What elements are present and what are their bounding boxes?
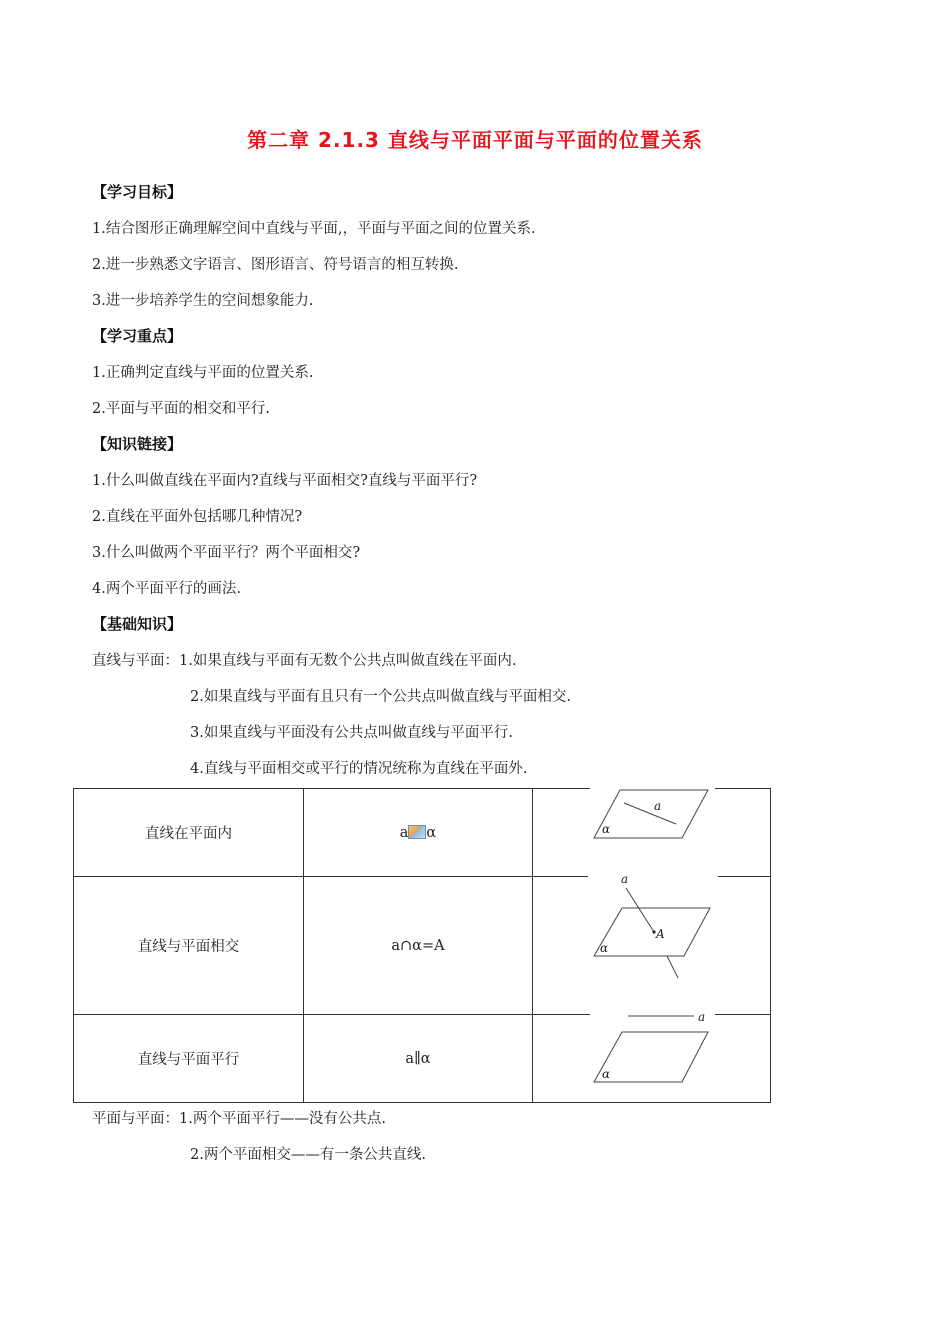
relation-name: 直线与平面平行: [74, 1015, 304, 1103]
page-title: 第二章 2.1.3 直线与平面平面与平面的位置关系: [247, 128, 703, 152]
relation-name: 直线与平面相交: [74, 877, 304, 1015]
line-plane-item: 3.如果直线与平面没有公共点叫做直线与平面平行.: [190, 725, 513, 741]
link-item: 2.直线在平面外包括哪几种情况?: [92, 509, 303, 525]
relation-symbol: a∥α: [304, 1015, 533, 1103]
key-point-item: 2.平面与平面的相交和平行.: [92, 401, 270, 417]
plane-label: α: [600, 941, 609, 955]
line-intersects-plane-figure: [588, 872, 718, 984]
plane-label: α: [602, 1067, 611, 1081]
goal-item: 1.结合图形正确理解空间中直线与平面,，平面与平面之间的位置关系.: [92, 221, 536, 237]
relation-name: 直线在平面内: [74, 789, 304, 877]
line-plane-item: 4.直线与平面相交或平行的情况统称为直线在平面外.: [190, 761, 528, 777]
subset-symbol-image: [408, 825, 426, 839]
line-label: a: [621, 872, 629, 886]
plane-plane-item: 1.两个平面平行——没有公共点.: [179, 1111, 386, 1127]
point-label: A: [656, 927, 665, 941]
link-item: 3.什么叫做两个平面平行？两个平面相交?: [92, 545, 361, 561]
line-parallel-plane-figure: [590, 1006, 715, 1086]
line-plane-row-1: [92, 649, 516, 670]
line-in-plane-figure: [590, 786, 715, 842]
line-plane-item: 1.如果直线与平面有无数个公共点叫做直线在平面内.: [179, 653, 517, 669]
line-label: a: [698, 1010, 706, 1024]
goals-heading: 【学习目标】: [92, 183, 183, 201]
plane-plane-item: 2.两个平面相交——有一条公共直线.: [190, 1147, 426, 1163]
basics-heading: 【基础知识】: [92, 615, 183, 633]
plane-plane-row-1: [92, 1107, 386, 1128]
plane-plane-label: 平面与平面：: [92, 1111, 179, 1127]
goal-item: 2.进一步熟悉文字语言、图形语言、符号语言的相互转换.: [92, 257, 459, 273]
link-item: 4.两个平面平行的画法.: [92, 581, 241, 597]
goal-item: 3.进一步培养学生的空间想象能力.: [92, 293, 314, 309]
key-point-item: 1.正确判定直线与平面的位置关系.: [92, 365, 314, 381]
relation-symbol: a∩α=A: [304, 877, 533, 1015]
key-points-heading: 【学习重点】: [92, 327, 183, 345]
plane-label: α: [602, 822, 611, 836]
relation-symbol: a α: [304, 789, 533, 877]
link-item: 1.什么叫做直线在平面内?直线与平面相交?直线与平面平行?: [92, 473, 478, 489]
line-plane-label: 直线与平面：: [92, 653, 179, 669]
links-heading: 【知识链接】: [92, 435, 183, 453]
line-label: a: [654, 799, 662, 813]
line-plane-item: 2.如果直线与平面有且只有一个公共点叫做直线与平面相交.: [190, 689, 571, 705]
